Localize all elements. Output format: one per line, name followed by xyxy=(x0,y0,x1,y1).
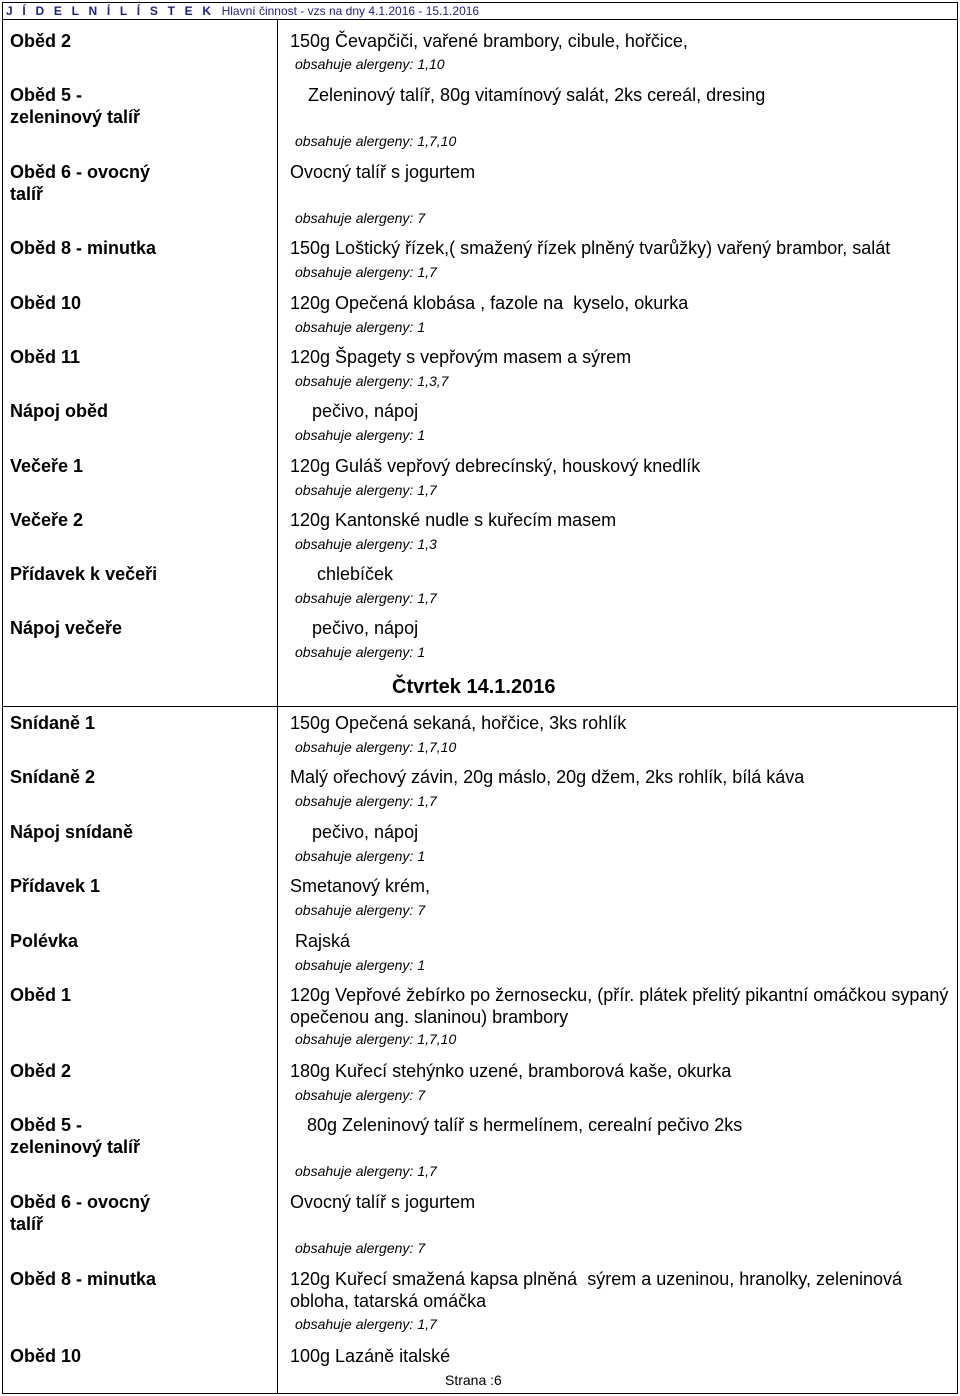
dish-description: chlebíček xyxy=(317,564,394,584)
allergen-codes: 1,7 xyxy=(417,590,437,606)
allergen-label: obsahuje alergeny: xyxy=(295,133,414,149)
menu-category: Oběd 10 xyxy=(10,1346,82,1366)
menu-category: Oběd 1 xyxy=(10,985,72,1005)
menu-category: Oběd 8 - minutka xyxy=(10,238,157,258)
dish-description: 120g Kantonské nudle s kuřecím masem xyxy=(290,510,617,530)
menu-category: Polévka xyxy=(10,931,79,951)
menu-category: Oběd 6 - ovocný talíř xyxy=(10,1192,151,1234)
allergen-note xyxy=(295,210,425,226)
allergen-label: obsahuje alergeny: xyxy=(295,373,414,389)
allergen-codes: 1,3 xyxy=(417,536,437,552)
allergen-codes: 1,10 xyxy=(417,56,445,72)
menu-item xyxy=(290,712,958,734)
allergen-codes: 7 xyxy=(417,902,426,918)
dish-description: Smetanový krém, xyxy=(290,876,431,896)
allergen-note xyxy=(295,373,448,389)
menu-title: J Í D E L N Í L Í S T E K xyxy=(6,4,215,18)
menu-item xyxy=(290,237,958,259)
menu-category: Večeře 1 xyxy=(10,456,84,476)
menu-item xyxy=(290,84,958,106)
menu-frame xyxy=(2,2,958,1394)
allergen-label: obsahuje alergeny: xyxy=(295,902,414,918)
allergen-label: obsahuje alergeny: xyxy=(295,427,414,443)
dish-description: Malý ořechový závin, 20g máslo, 20g džem, 2ks rohlík, bílá káva xyxy=(290,767,805,787)
menu-category: Přídavek 1 xyxy=(10,876,101,896)
allergen-codes: 1,7,10 xyxy=(417,1031,457,1047)
menu-category: Oběd 8 - minutka xyxy=(10,1269,157,1289)
menu-category: Nápoj večeře xyxy=(10,618,123,638)
dish-description: 150g Loštický řízek,( smažený řízek plněný tvarůžky) vařený brambor, salát xyxy=(290,238,891,258)
allergen-codes: 1,3,7 xyxy=(417,373,449,389)
dish-description: 80g Zeleninový talíř s hermelínem, cerealní pečivo 2ks xyxy=(307,1115,743,1135)
allergen-note xyxy=(295,1163,437,1179)
menu-item xyxy=(290,30,958,52)
menu-item xyxy=(290,563,958,585)
dish-description: pečivo, nápoj xyxy=(312,822,419,842)
allergen-label: obsahuje alergeny: xyxy=(295,793,414,809)
menu-category: Přídavek k večeři xyxy=(10,564,158,584)
menu-item xyxy=(290,161,958,183)
allergen-codes: 7 xyxy=(417,210,426,226)
allergen-label: obsahuje alergeny: xyxy=(295,1240,414,1256)
allergen-label: obsahuje alergeny: xyxy=(295,210,414,226)
allergen-note xyxy=(295,590,437,606)
menu-category: Oběd 6 - ovocný talíř xyxy=(10,162,151,204)
menu-category: Snídaně 2 xyxy=(10,767,96,787)
allergen-note xyxy=(295,319,425,335)
allergen-codes: 1,7 xyxy=(417,264,437,280)
menu-category: Oběd 10 xyxy=(10,293,82,313)
allergen-codes: 1,7,10 xyxy=(417,739,457,755)
day-heading: Čtvrtek 14.1.2016 xyxy=(392,676,556,698)
menu-item xyxy=(290,984,958,1028)
allergen-label: obsahuje alergeny: xyxy=(295,644,414,660)
allergen-label: obsahuje alergeny: xyxy=(295,482,414,498)
menu-item xyxy=(290,1268,958,1312)
menu-item xyxy=(290,930,958,952)
menu-item xyxy=(290,400,958,422)
menu-item xyxy=(290,346,958,368)
menu-category: Snídaně 1 xyxy=(10,713,96,733)
allergen-note xyxy=(295,793,437,809)
menu-category: Oběd 2 xyxy=(10,1061,72,1081)
allergen-note xyxy=(295,56,445,72)
allergen-note xyxy=(295,1031,456,1047)
dish-description: 120g Špagety s vepřovým masem a sýrem xyxy=(290,347,632,367)
allergen-note xyxy=(295,427,425,443)
allergen-label: obsahuje alergeny: xyxy=(295,590,414,606)
dish-description: pečivo, nápoj xyxy=(312,401,419,421)
menu-category: Nápoj oběd xyxy=(10,401,108,421)
menu-item xyxy=(290,1345,958,1367)
menu-category: Nápoj snídaně xyxy=(10,822,134,842)
menu-item xyxy=(290,1060,958,1082)
allergen-label: obsahuje alergeny: xyxy=(295,264,414,280)
allergen-codes: 1 xyxy=(417,848,426,864)
allergen-note xyxy=(295,848,425,864)
menu-item xyxy=(290,1191,958,1213)
allergen-note xyxy=(295,536,437,552)
allergen-label: obsahuje alergeny: xyxy=(295,319,414,335)
menu-category: Večeře 2 xyxy=(10,510,84,530)
menu-item xyxy=(290,509,958,531)
allergen-note xyxy=(295,264,437,280)
allergen-note xyxy=(295,957,425,973)
menu-category: Oběd 5 - zeleninový talíř xyxy=(10,1115,141,1157)
allergen-label: obsahuje alergeny: xyxy=(295,957,414,973)
dish-description: Ovocný talíř s jogurtem xyxy=(290,1192,476,1212)
allergen-label: obsahuje alergeny: xyxy=(295,1163,414,1179)
dish-description: 120g Vepřové žebírko po žernosecku, (přír. plátek přelitý pikantní omáčkou sypaný opečenou ang. slaninou) brambory xyxy=(290,985,954,1027)
menu-item xyxy=(290,1114,958,1136)
menu-subtitle: Hlavní činnost - vzs na dny 4.1.2016 - 15.1.2016 xyxy=(221,4,480,18)
menu-item xyxy=(290,875,958,897)
allergen-codes: 7 xyxy=(417,1087,426,1103)
allergen-codes: 1,7 xyxy=(417,1316,437,1332)
allergen-note xyxy=(295,739,456,755)
allergen-note xyxy=(295,644,425,660)
allergen-note xyxy=(295,1240,425,1256)
menu-category: Oběd 5 - zeleninový talíř xyxy=(10,85,141,127)
allergen-codes: 7 xyxy=(417,1240,426,1256)
allergen-note xyxy=(295,482,437,498)
menu-category: Oběd 2 xyxy=(10,31,72,51)
allergen-note xyxy=(295,1316,437,1332)
header-divider xyxy=(2,19,958,20)
dish-description: 120g Kuřecí smažená kapsa plněná sýrem a uzeninou, hranolky, zeleninová obloha, tatarská omáčka xyxy=(290,1269,908,1311)
dish-description: 150g Čevapčiči, vařené brambory, cibule, hořčice, xyxy=(290,31,688,51)
allergen-codes: 1 xyxy=(417,319,426,335)
allergen-codes: 1 xyxy=(417,427,426,443)
allergen-note xyxy=(295,902,425,918)
allergen-note xyxy=(295,1087,425,1103)
allergen-label: obsahuje alergeny: xyxy=(295,56,414,72)
allergen-codes: 1,7 xyxy=(417,1163,437,1179)
menu-item xyxy=(290,455,958,477)
menu-item xyxy=(290,292,958,314)
allergen-note xyxy=(295,133,456,149)
allergen-codes: 1,7 xyxy=(417,793,437,809)
dish-description: pečivo, nápoj xyxy=(312,618,419,638)
allergen-label: obsahuje alergeny: xyxy=(295,536,414,552)
allergen-codes: 1,7,10 xyxy=(417,133,457,149)
allergen-codes: 1 xyxy=(417,957,426,973)
day-divider xyxy=(2,706,958,707)
dish-description: 180g Kuřecí stehýnko uzené, bramborová kaše, okurka xyxy=(290,1061,732,1081)
page-header xyxy=(6,3,956,19)
menu-item xyxy=(290,821,958,843)
menu-item xyxy=(290,766,958,788)
dish-description: 120g Guláš vepřový debrecínský, houskový knedlík xyxy=(290,456,701,476)
dish-description: 150g Opečená sekaná, hořčice, 3ks rohlík xyxy=(290,713,627,733)
menu-item xyxy=(290,617,958,639)
dish-description: Ovocný talíř s jogurtem xyxy=(290,162,476,182)
allergen-label: obsahuje alergeny: xyxy=(295,739,414,755)
allergen-codes: 1 xyxy=(417,644,426,660)
allergen-label: obsahuje alergeny: xyxy=(295,1316,414,1332)
page-number: Strana :6 xyxy=(445,1372,502,1388)
dish-description: Zeleninový talíř, 80g vitamínový salát, 2ks cereál, dresing xyxy=(308,85,766,105)
dish-description: 100g Lazáně italské xyxy=(290,1346,451,1366)
allergen-label: obsahuje alergeny: xyxy=(295,1031,414,1047)
menu-category: Oběd 11 xyxy=(10,347,81,367)
allergen-codes: 1,7 xyxy=(417,482,437,498)
allergen-label: obsahuje alergeny: xyxy=(295,848,414,864)
allergen-label: obsahuje alergeny: xyxy=(295,1087,414,1103)
dish-description: Rajská xyxy=(295,931,351,951)
dish-description: 120g Opečená klobása , fazole na kyselo, okurka xyxy=(290,293,689,313)
